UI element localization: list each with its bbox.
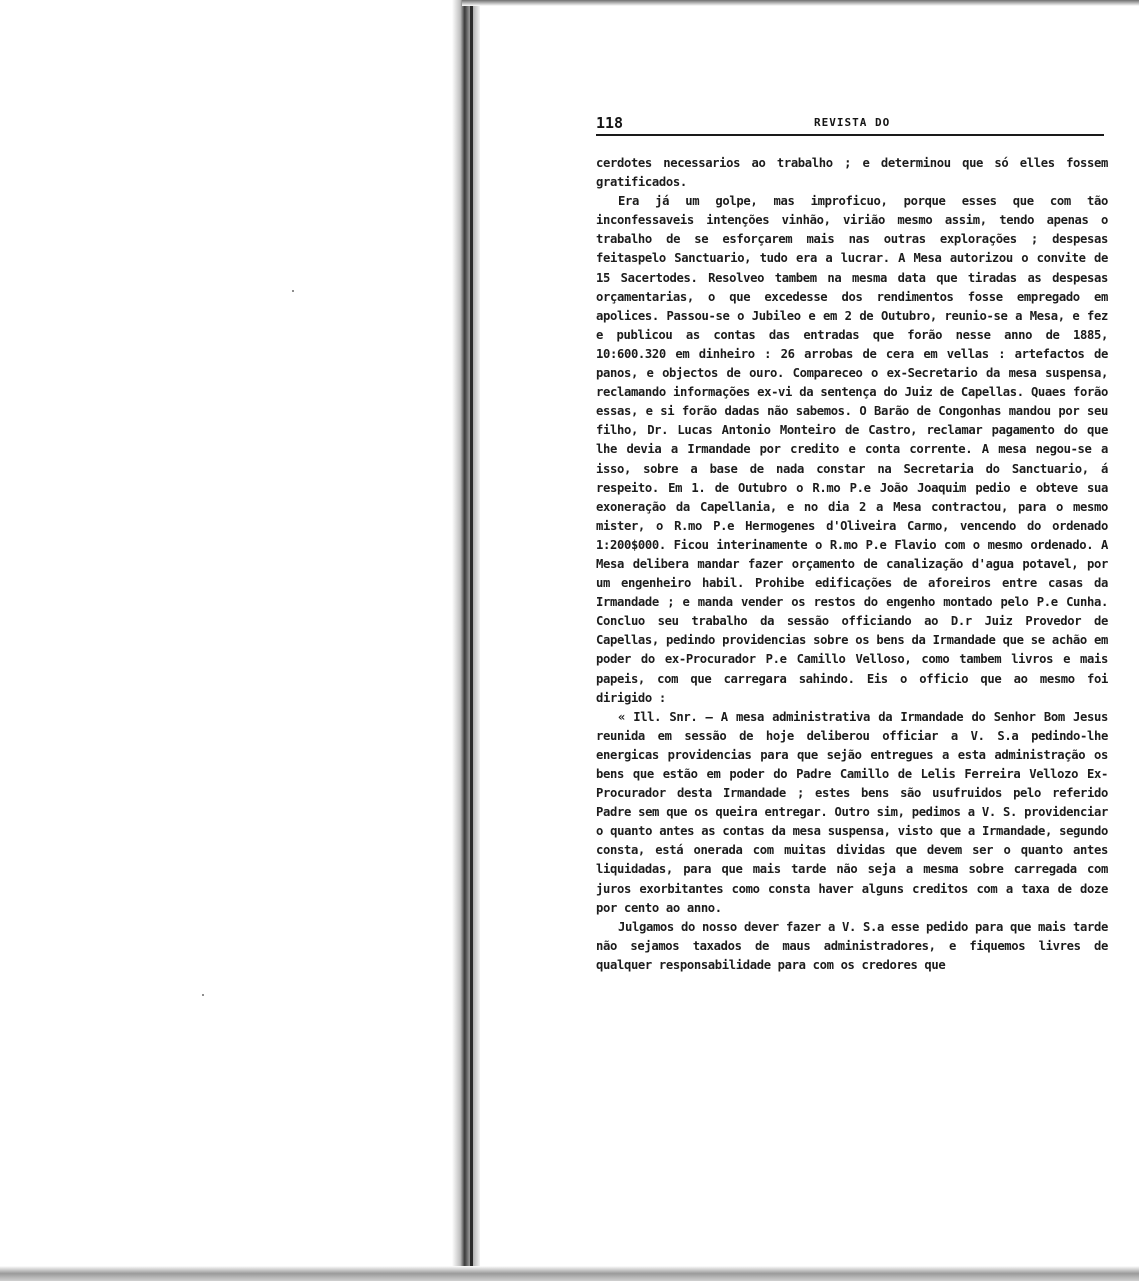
running-head — [596, 112, 1104, 136]
page-number: 118 — [596, 114, 624, 132]
paper-speck — [202, 994, 204, 996]
paragraph-4: Julgamos do nosso dever fazer a V. S.a esse pedido para que mais tarde não sejamos taxados de maus administradores, e fiquemos livres de qualquer responsabilidade para com os credores que — [596, 919, 1108, 972]
text-column — [596, 154, 1108, 975]
left-page — [0, 0, 462, 1281]
book-spine-line — [470, 0, 473, 1281]
page-bottom-edge — [0, 1266, 1139, 1281]
book-spine-shadow — [452, 0, 480, 1281]
paragraph-3-official-letter: « Ill. Snr. — A mesa administrativa da Irmandade do Senhor Bom Jesus reunida em sessão de hoje deliberou officiar a V. S.a pedindo-lhe energicas providencias para que sejão entregues a esta administração os bens que estão em poder do Padre Camillo de Lelis Ferreira Vellozo Ex-Procurador desta Irmandade ; estes bens são usufruidos pelo referido Padre sem que os queira entregar. Outro sim, pedimos a V. S. providenciar o quanto antes as contas da mesa suspensa, visto que a Irmandade, segundo consta, está onerada com muitas dividas que devem ser o quanto antes liquidadas, para que mais tarde não seja a mesma sobre carregada com juros exorbitantes como consta haver alguns creditos com a taxa de doze por cento ao anno. — [596, 709, 1108, 915]
paragraph-2: Era já um golpe, mas improficuo, porque esses que com tão inconfessaveis intenções vinhão, virião mesmo assim, tendo apenas o trabalho de se esforçarem mais nas outras explorações ; despesas feitaspelo Sanctuario, tudo era a lucrar. A Mesa autorizou o convite de 15 Sacertodes. Resolveo tambem na mesma data que tiradas as despesas orçamentarias, o que excedesse dos rendimentos fosse empregado em apolices. Passou-se o Jubileo e em 2 de Outubro, reunio-se a Mesa, e fez e publicou as contas das entradas que forão nesse anno de 1885, 10:600.320 em dinheiro : 26 arrobas de cera em vellas : artefactos de panos, e objectos de ouro. Compareceo o ex-Secretario da mesa suspensa, reclamando informações ex-vi da sentença do Juiz de Capellas. Quaes forão essas, e si forão dadas não sabemos. O Barão de Congonhas mandou por seu filho, Dr. Lucas Antonio Monteiro de Castro, reclamar pagamento do que lhe devia a Irmandade por credito e conta corrente. A mesa negou-se a isso, sobre a base de nada constar na Secretaria do Sanctuario, á respeito. Em 1. de Outubro o R.mo P.e João Joaquim pedio e obteve sua exoneração da Capellania, e no dia 2 a Mesa contractou, para o mesmo mister, o R.mo P.e Hermogenes d'Oliveira Carmo, vencendo do ordenado 1:200$000. Ficou interinamente o R.mo P.e Flavio com o mesmo ordenado. A Mesa delibera mandar fazer orçamento de canalização d'agua potavel, por um engenheiro habil. Prohibe edificações de aforeiros entre casas da Irmandade ; e manda vender os restos do engenho montado pelo P.e Cunha. Concluo seu trabalho da sessão officiando ao D.r Juiz Provedor de Capellas, pedindo providencias sobre os bens da Irmandade que se achão em poder do ex-Procurador P.e Camillo Velloso, como tambem livros e mais papeis, com que carregara sahindo. Eis o officio que ao mesmo foi dirigido : — [596, 194, 1108, 705]
journal-title: REVISTA DO — [814, 116, 891, 129]
paper-speck — [292, 290, 294, 292]
paragraph-1: cerdotes necessarios ao trabalho ; e determinou que só elles fossem gratificados. — [596, 156, 1108, 190]
